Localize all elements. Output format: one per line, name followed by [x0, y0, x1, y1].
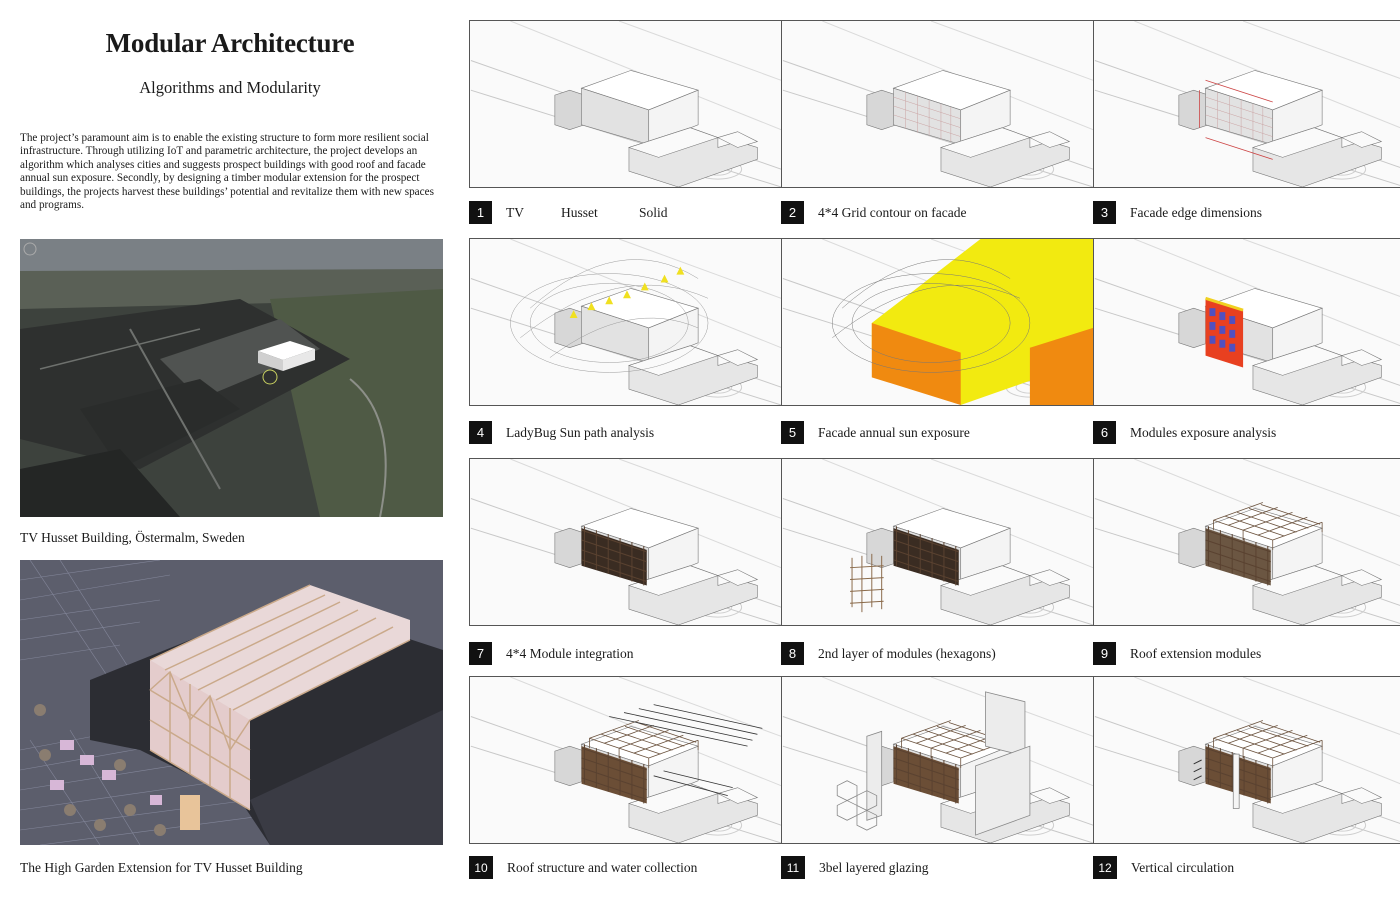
step-8-number: 8	[781, 642, 804, 665]
step-10-number: 10	[469, 856, 493, 879]
step-4-diagram	[469, 238, 783, 406]
step-5-diagram	[781, 238, 1095, 406]
step-2-label: 2 4*4 Grid contour on facade	[781, 201, 966, 224]
page-title: Modular Architecture	[105, 28, 355, 58]
step-3-diagram	[1093, 20, 1400, 188]
extension-render-caption: The High Garden Extension for TV Husset Building	[20, 860, 303, 875]
step-7-label: 7 4*4 Module integration	[469, 642, 633, 665]
step-3-label: 3 Facade edge dimensions	[1093, 201, 1262, 224]
step-5-label: 5 Facade annual sun exposure	[781, 421, 970, 444]
step-5-number: 5	[781, 421, 804, 444]
step-12-diagram	[1093, 676, 1400, 844]
step-1-label-part-1: TV	[506, 204, 524, 220]
step-4-label: 4 LadyBug Sun path analysis	[469, 421, 654, 444]
step-2-number: 2	[781, 201, 804, 224]
intro-paragraph: The project’s paramount aim is to enable the existing structure to form more resilient social infrastructure. Through utilizing IoT and parametric architecture, the project develops an algorithm which analyses cities and suggests prospect buildings with good roof and facade annual sun exposure. Secondly, by designing a timber modular extension for the prospect buildings, the projects harvest these buildings’ potential and revitalize them with new spaces and programs.	[20, 132, 434, 212]
extension-render	[20, 560, 443, 845]
step-1-number: 1	[469, 201, 492, 224]
step-11-diagram	[781, 676, 1095, 844]
step-3-number: 3	[1093, 201, 1116, 224]
step-6-diagram	[1093, 238, 1400, 406]
step-11-number: 11	[781, 856, 805, 879]
step-4-number: 4	[469, 421, 492, 444]
step-6-label: 6 Modules exposure analysis	[1093, 421, 1276, 444]
step-1-label-part-2: Husset	[561, 204, 598, 220]
step-9-number: 9	[1093, 642, 1116, 665]
step-10-diagram	[469, 676, 783, 844]
step-9-diagram	[1093, 458, 1400, 626]
step-2-diagram	[781, 20, 1095, 188]
step-10-label: 10 Roof structure and water collection	[469, 856, 697, 879]
step-8-label: 8 2nd layer of modules (hexagons)	[781, 642, 996, 665]
step-1-diagram	[469, 20, 783, 188]
aerial-photo-caption: TV Husset Building, Östermalm, Sweden	[20, 530, 245, 545]
page-subtitle: Algorithms and Modularity	[139, 78, 321, 97]
step-12-number: 12	[1093, 856, 1117, 879]
step-7-diagram	[469, 458, 783, 626]
step-11-label: 11 3bel layered glazing	[781, 856, 928, 879]
step-1-label	[469, 201, 668, 224]
step-7-number: 7	[469, 642, 492, 665]
aerial-photo	[20, 239, 443, 517]
step-9-label: 9 Roof extension modules	[1093, 642, 1261, 665]
step-8-diagram	[781, 458, 1095, 626]
step-12-label: 12 Vertical circulation	[1093, 856, 1234, 879]
step-6-number: 6	[1093, 421, 1116, 444]
step-1-label-part-3: Solid	[639, 204, 668, 220]
